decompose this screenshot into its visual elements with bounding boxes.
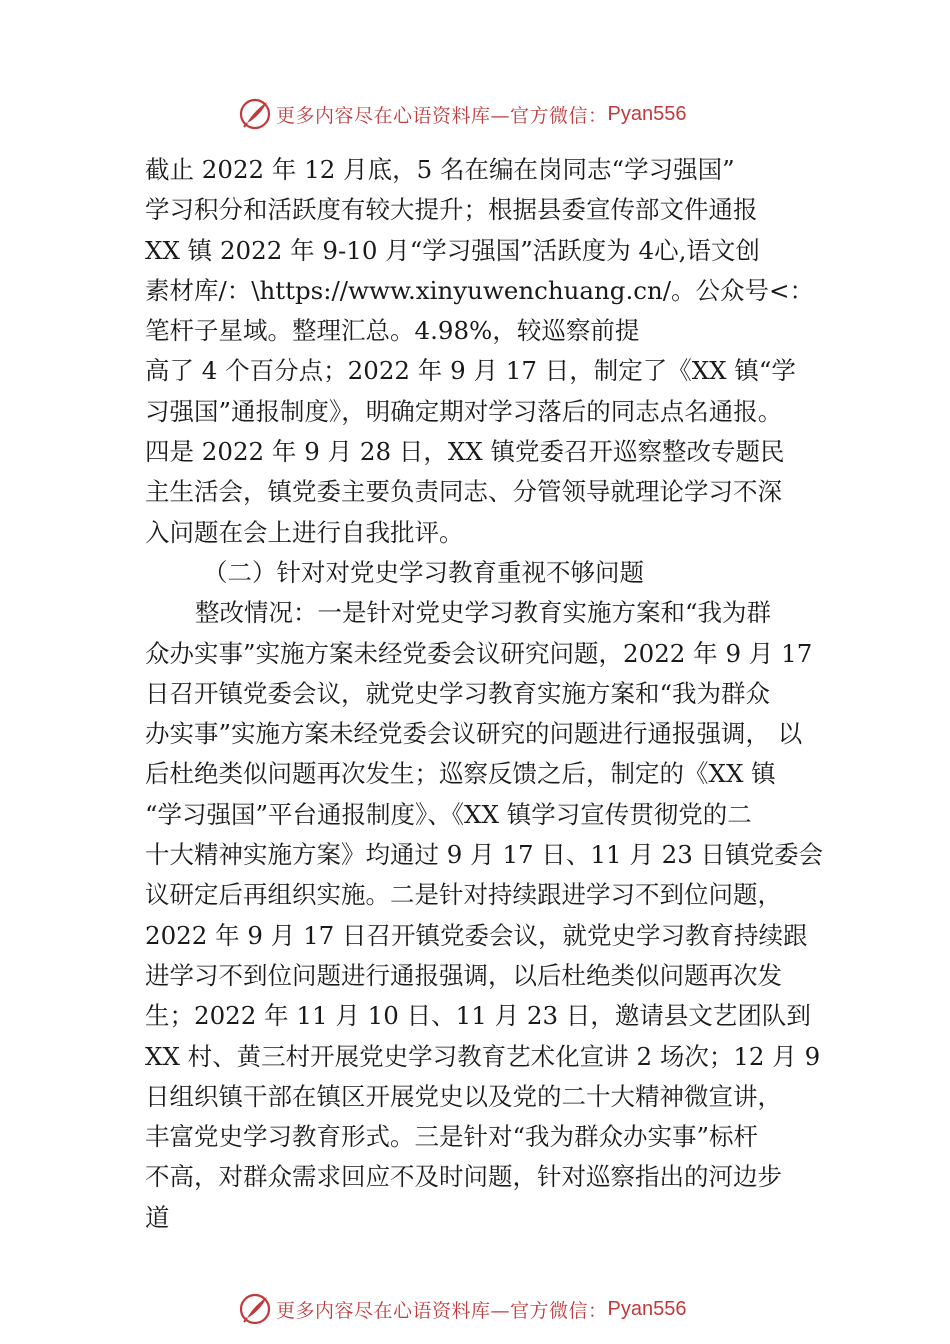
document-body: [145, 150, 825, 1238]
text-line: 高了 4 个百分点；2022 年 9 月 17 日，制定了《XX 镇“学: [145, 356, 796, 386]
text-line: 道: [145, 1202, 170, 1232]
text-line: 四是 2022 年 9 月 28 日，XX 镇党委召开巡察整改专题民: [145, 437, 785, 467]
watermark-text: 更多内容尽在心语资料库—官方微信：: [276, 1299, 608, 1322]
watermark-id: Pyan556: [607, 1297, 687, 1320]
text-line: XX 村、黄三村开展党史学习教育艺术化宣讲 2 场次；12 月 9: [145, 1041, 821, 1071]
watermark-banner-top: [0, 94, 950, 134]
text-line: 入问题在会上进行自我批评。: [145, 517, 464, 547]
text-line: 后杜绝类似问题再次发生；巡察反馈之后，制定的《XX 镇: [145, 759, 776, 789]
text-line: 生；2022 年 11 月 10 日、11 月 23 日，邀请县文艺团队到: [145, 1001, 811, 1031]
text-line: 截止 2022 年 12 月底，5 名在编在岗同志“学习强国”: [145, 155, 735, 184]
text-line: 学习积分和活跃度有较大提升；根据县委宣传部文件通报: [145, 195, 758, 225]
text-line: 进学习不到位问题进行通报强调，以后杜绝类似问题再次发: [145, 960, 782, 990]
text-line: 丰富党史学习教育形式。三是针对“我为群众办实事”标杆: [145, 1122, 759, 1152]
section-heading: （二）针对对党史学习教育重视不够问题: [203, 557, 644, 587]
text-line: 办实事”实施方案未经党委会议研究的问题进行通报强调， 以: [145, 719, 803, 749]
watermark-text: 更多内容尽在心语资料库—官方微信：: [276, 104, 608, 127]
text-line: 主生活会，镇党委主要负责同志、分管领导就理论学习不深: [145, 477, 782, 507]
text-line: 整改情况：一是针对党史学习教育实施方案和“我为群: [195, 598, 772, 628]
quill-logo-icon: [238, 97, 272, 131]
text-line: 众办实事”实施方案未经党委会议研究问题，2022 年 9 月 17: [145, 638, 813, 668]
text-line: 笔杆子星域。整理汇总。4.98%，较巡察前提: [145, 316, 640, 346]
text-line: XX 镇 2022 年 9-10 月“学习强国”活跃度为 4心,语文创: [145, 235, 760, 265]
text-line: 议研定后再组织实施。二是针对持续跟进学习不到位问题，: [145, 880, 782, 910]
text-line: 十大精神实施方案》均通过 9 月 17 日、11 月 23 日镇党委会: [145, 840, 824, 870]
watermark-id: Pyan556: [607, 102, 687, 125]
text-line: 日组织镇干部在镇区开展党史以及党的二十大精神微宣讲，: [145, 1081, 782, 1111]
text-line: 素材库/：\https://www.xinyuwenchuang.cn/。公众号<：: [145, 275, 815, 305]
text-line: 2022 年 9 月 17 日召开镇党委会议，就党史学习教育持续跟: [145, 920, 808, 950]
text-line: “学习强国”平台通报制度》、《XX 镇学习宣传贯彻党的二: [145, 799, 752, 829]
watermark-banner-bottom: [0, 1289, 950, 1329]
text-line: 习强国”通报制度》，明确定期对学习落后的同志点名通报。: [145, 396, 783, 426]
text-line: 不高，对群众需求回应不及时问题，针对巡察指出的河边步: [145, 1162, 782, 1192]
text-line: 日召开镇党委会议，就党史学习教育实施方案和“我为群众: [145, 678, 771, 708]
quill-logo-icon: [238, 1292, 272, 1326]
